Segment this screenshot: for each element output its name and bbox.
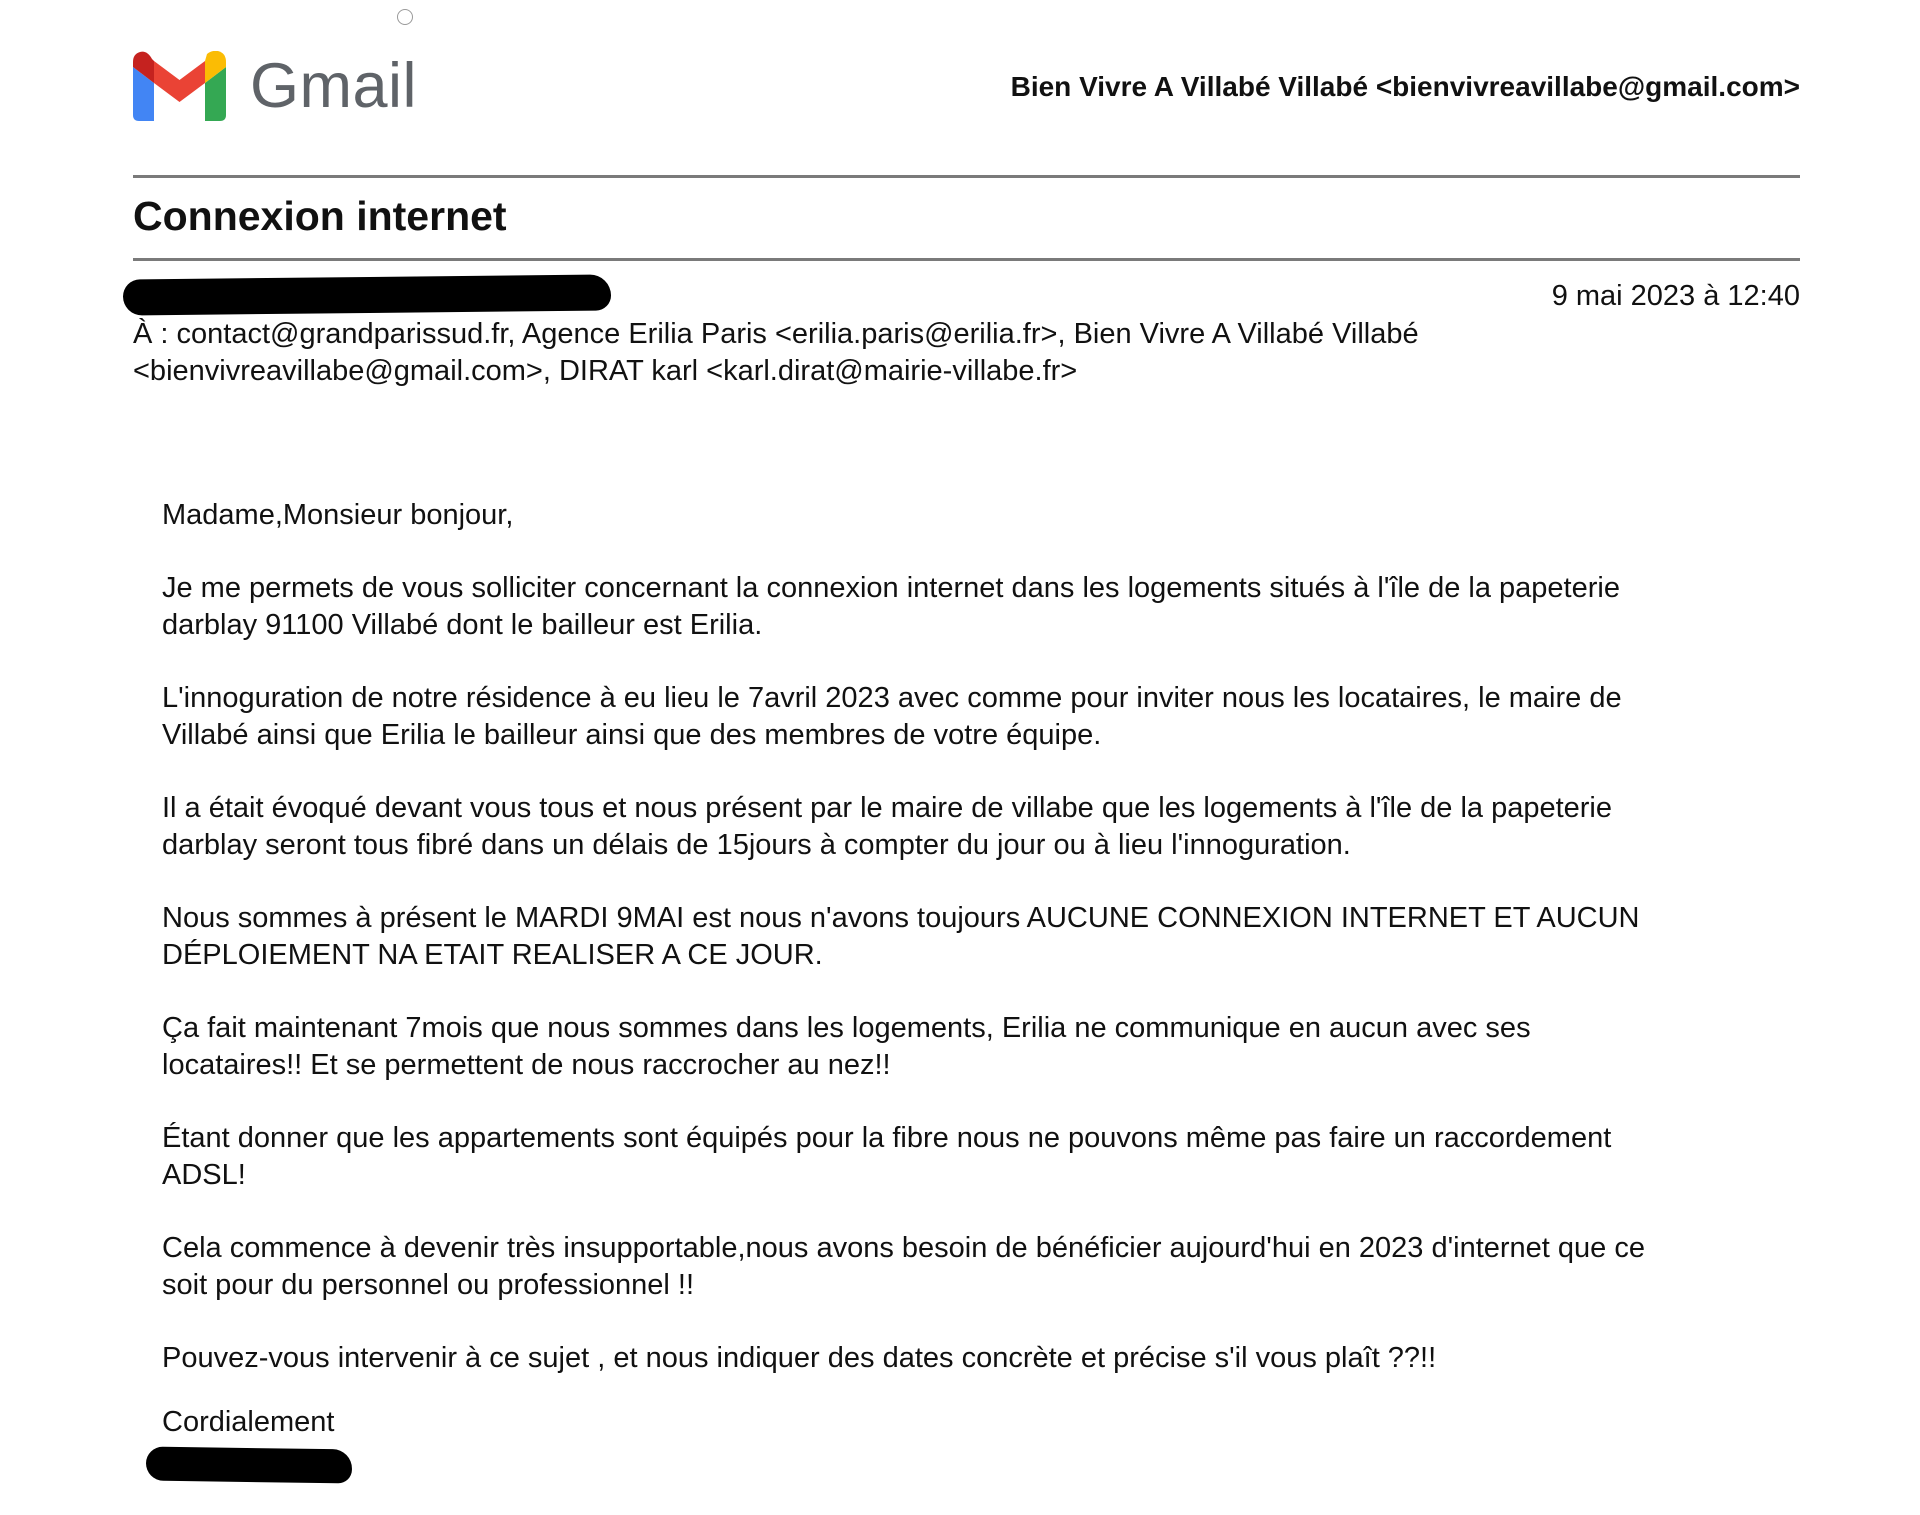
body-paragraph: L'innoguration de notre résidence à eu lieu le 7avril 2023 avec comme pour inviter nous les locataires, le maire de Villabé ainsi que Erilia le bailleur ainsi que des membres de votre équipe. bbox=[162, 682, 1622, 751]
body-paragraph: Étant donner que les appartements sont équipés pour la fibre nous ne pouvons même pas faire un raccordement ADSL! bbox=[162, 1122, 1612, 1191]
body-paragraph: Pouvez-vous intervenir à ce sujet , et nous indiquer des dates concrète et précise s'il vous plaît ??!! bbox=[162, 1342, 1437, 1374]
body-paragraph: Il a était évoqué devant vous tous et nous présent par le maire de villabe que les logements à l'île de la papeterie darblay seront tous fibré dans un délais de 15jours à compter du jour ou à lieu l'innoguration. bbox=[162, 792, 1612, 861]
body-paragraph: Cela commence à devenir très insupportable,nous avons besoin de bénéficier aujourd'hui en 2023 d'internet que ce soit pour du personnel ou professionnel !! bbox=[162, 1232, 1645, 1301]
email-date: 9 mai 2023 à 12:40 bbox=[1551, 280, 1800, 312]
redacted-signature bbox=[146, 1447, 352, 1484]
body-paragraph: Ça fait maintenant 7mois que nous sommes dans les logements, Erilia ne communique en aucun avec ses locataires!! Et se permettent de nous raccrocher au nez!! bbox=[162, 1012, 1531, 1081]
email-body bbox=[162, 497, 1762, 1413]
email-print-header bbox=[133, 48, 1800, 124]
recipients-line: <bienvivreavillabe@gmail.com>, DIRAT karl <karl.dirat@mairie-villabe.fr> bbox=[133, 355, 1078, 387]
email-subject: Connexion internet bbox=[133, 193, 507, 239]
body-paragraph: Nous sommes à présent le MARDI 9MAI est nous n'avons toujours AUCUNE CONNEXION INTERNET ET AUCUN DÉPLOIEMENT NA ETAIT REALISER A CE JOUR. bbox=[162, 902, 1640, 971]
subject-divider bbox=[133, 258, 1800, 261]
circle-icon bbox=[397, 9, 413, 25]
account-identity: Bien Vivre A Villabé Villabé <bienvivreavillabe@gmail.com> bbox=[1010, 71, 1800, 102]
redacted-sender bbox=[123, 274, 611, 315]
email-closing: Cordialement bbox=[162, 1406, 335, 1438]
gmail-logo-icon bbox=[133, 51, 226, 121]
gmail-logo bbox=[133, 48, 417, 124]
header-divider bbox=[133, 175, 1800, 178]
recipients-line: À : contact@grandparissud.fr, Agence Erilia Paris <erilia.paris@erilia.fr>, Bien Vivre A Villabé Villabé bbox=[133, 318, 1419, 350]
email-recipients bbox=[133, 316, 1533, 390]
gmail-wordmark: Gmail bbox=[250, 50, 418, 121]
body-paragraph: Je me permets de vous solliciter concernant la connexion internet dans les logements situés à l'île de la papeterie darblay 91100 Villabé dont le bailleur est Erilia. bbox=[162, 572, 1620, 641]
body-paragraph: Madame,Monsieur bonjour, bbox=[162, 499, 514, 531]
